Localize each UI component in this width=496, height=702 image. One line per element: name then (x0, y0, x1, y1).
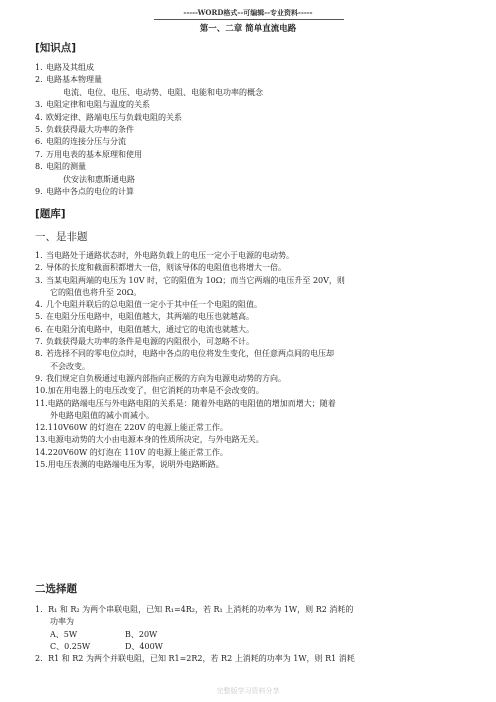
multiple-choice-heading: 二选择题 (35, 583, 77, 595)
option-d: D、400W (125, 641, 163, 651)
true-false-list (35, 250, 475, 471)
list-item: 9. 我们规定自负极通过电源内部指向正极的方向为电源电动势的方向。 (35, 373, 286, 383)
list-item: 2. 导体的长度和截面积都增大一倍，则该导体的电阻值也将增大一倍。 (35, 263, 286, 273)
list-item: 外电路电阻值的减小而减小。 (50, 410, 154, 420)
list-item: 5. 负载获得最大功率的条件 (35, 124, 134, 134)
list-item: 3. 当某电阻两端的电压为 10V 时，它的阻值为 10Ω；而当它两端的电压升至 20V，则 (35, 275, 345, 285)
list-item: 8. 电阻的测量 (35, 162, 86, 172)
list-item: 15.用电压表测的电路端电压为零，说明外电路断路。 (35, 460, 224, 470)
question-bank-heading: [题库] (35, 208, 66, 220)
list-item: 4. 欧姆定律、路端电压与负载电阻的关系 (35, 112, 182, 122)
list-item: 2. 电路基本物理量 (35, 75, 102, 85)
list-item: 14.220V60W 的灯泡在 110V 的电源上能正常工作。 (35, 447, 228, 457)
list-item: 8. 若选择不同的零电位点时，电路中各点的电位将发生变化，但任意两点间的电压却 (35, 349, 334, 359)
list-item: 7. 负载获得最大功率的条件是电源的内阻很小，可忽略不计。 (35, 337, 254, 347)
chapter-title: 第一、二章 简单直流电路 (199, 24, 297, 34)
page-footer: 完整版学习资料分享 (216, 687, 280, 695)
answer-options (35, 641, 475, 653)
list-item: 13.电源电动势的大小由电源本身的性质所决定，与外电路无关。 (35, 435, 264, 445)
question-text: 功率为 (50, 617, 74, 627)
list-item: 它的阻值也将升至 20Ω。 (50, 287, 142, 297)
list-item: 11.电路的路端电压与外电路电阻的关系是：随着外电路的电阻值的增加而增大；随着 (35, 398, 336, 408)
true-false-heading: 一、是非题 (35, 231, 88, 243)
list-item: 1. 当电路处于通路状态时，外电路负载上的电压一定小于电源的电动势。 (35, 251, 294, 260)
list-item: 1. 电路及其组成 (35, 63, 94, 72)
list-item: 6. 电阻的连接分压与分流 (35, 137, 126, 147)
list-item: 电流、电位、电压、电动势、电阻、电能和电功率的概念 (63, 87, 263, 97)
question-text: 2．R1 和 R2 为两个并联电阻，已知 R1=2R2，若 R2 上消耗的功率为 1W，则 R1 消耗 (35, 654, 355, 664)
option-b: B、20W (125, 629, 158, 639)
list-item: 3. 电阻定律和电阻与温度的关系 (35, 100, 150, 110)
list-item: 4. 几个电阻并联后的总电阻值一定小于其中任一个电阻的阻值。 (35, 300, 262, 310)
question-text: 1．R₁ 和 R₂ 为两个串联电阻，已知 R₁=4R₂，若 R₁ 上消耗的功率为 1W，则 R2 消耗的 (35, 605, 354, 614)
list-item: 9. 电路中各点的电位的计算 (35, 186, 134, 196)
option-c: C、0.25W (50, 641, 91, 651)
list-item: 7. 万用电表的基本原理和使用 (35, 149, 142, 159)
answer-options (35, 629, 475, 641)
list-item: 伏安法和惠斯通电路 (63, 174, 135, 184)
list-item: 6. 在电阻分流电路中，电阻值越大，通过它的电流也就越大。 (35, 324, 254, 334)
multiple-choice-list (35, 604, 475, 665)
list-item: 5. 在电阻分压电路中，电阻值越大，其两端的电压也就越高。 (35, 312, 254, 322)
page-banner: -----WORD格式--可编辑--专业资料----- (183, 8, 313, 17)
option-a: A、5W (50, 629, 78, 639)
list-item: 10.加在用电器上的电压改变了，但它消耗的功率是不会改变的。 (35, 386, 264, 396)
knowledge-heading: [知识点] (35, 42, 77, 54)
banner-divider (154, 19, 344, 20)
list-item: 12.110V60W 的灯泡在 220V 的电源上能正常工作。 (35, 423, 228, 433)
knowledge-list (35, 62, 475, 198)
list-item: 不会改变。 (50, 361, 90, 371)
